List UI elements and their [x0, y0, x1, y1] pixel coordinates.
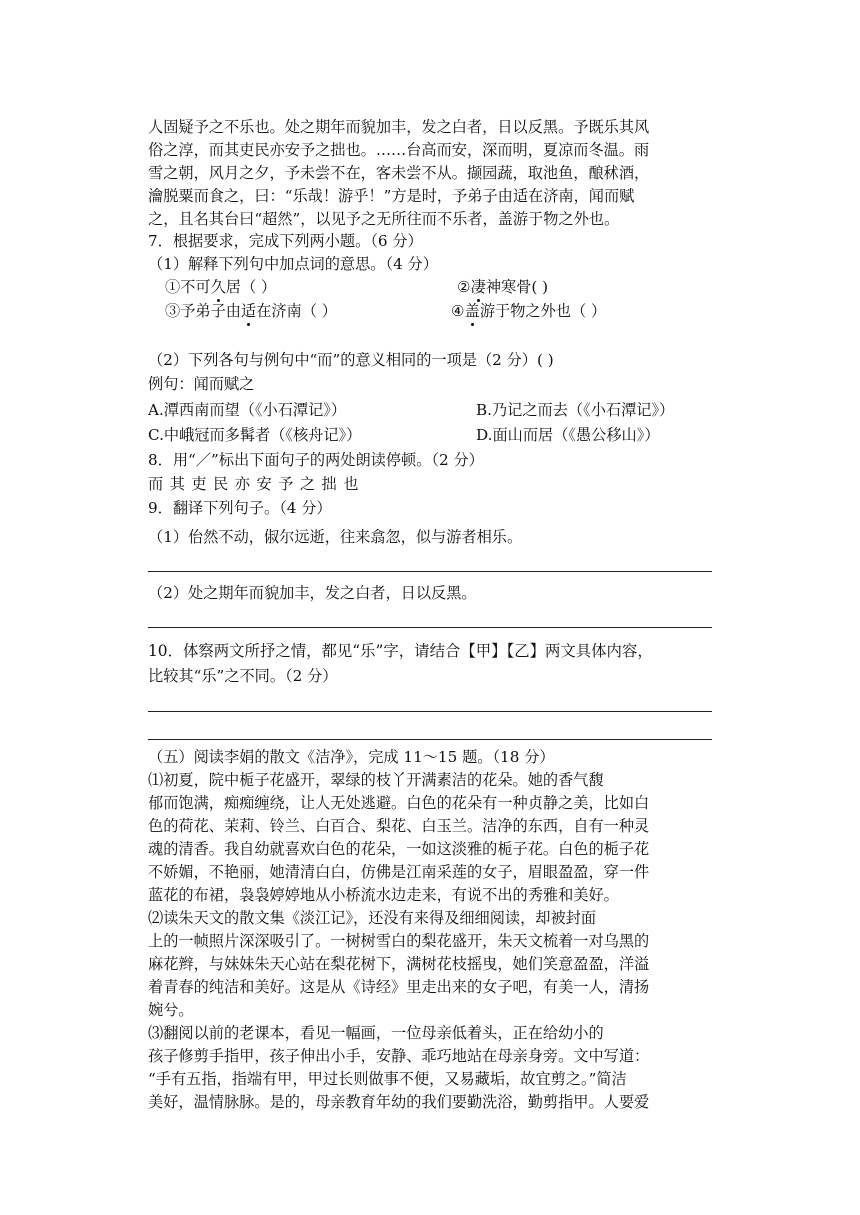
- paragraph-line: 郁而饱满，痴痴缠绕，让人无处逃避。白色的花朵有一种贞静之美，比如白: [148, 794, 650, 812]
- paragraph-line: 着青春的纯洁和美好。这是从《诗经》里走出来的女子吧，有美一人，清扬: [148, 978, 650, 996]
- paragraph-line: 上的一帧照片深深吸引了。一树树雪白的梨花盛开，朱天文梳着一对乌黑的: [148, 932, 650, 950]
- passage-line: 之，且名其台曰“超然”，以见予之无所往而不乐者，盖游于物之外也。: [148, 210, 620, 228]
- paragraph-line: 魂的清香。我自幼就喜欢白色的花朵，一如这淡雅的栀子花。白色的栀子花: [148, 840, 650, 858]
- dotted-word: 久: [210, 278, 226, 296]
- dotted-word: 盖: [464, 302, 480, 320]
- question-7-item-1: [165, 277, 276, 297]
- option-d: D.面山而居（《愚公移山》）: [476, 426, 660, 444]
- paragraph-line: 不娇媚，不艳丽，她清清白白，仿佛是江南采莲的女子，眉眼盈盈，穿一件: [148, 863, 650, 881]
- question-7-title: 7．根据要求，完成下列两小题。（6 分）: [148, 232, 423, 250]
- item-text: 在济南（ ）: [256, 302, 337, 320]
- example-sentence: 例句：闻而赋之: [148, 375, 255, 393]
- passage-line: 俗之淳，而其吏民亦安予之拙也。……台高而安，深而明，夏凉而冬温。雨: [148, 141, 650, 159]
- answer-line: [148, 711, 712, 712]
- question-9-title: 9．翻译下列句子。（4 分）: [148, 499, 332, 517]
- option-c: C.中峨冠而多髯者（《核舟记》）: [148, 426, 362, 444]
- item-text: 游于物之外也（ ）: [479, 302, 607, 320]
- paragraph-line: 婉兮。: [148, 1001, 194, 1019]
- passage-line: 瀹脱粟而食之，曰：“乐哉！游乎！”方是时，予弟子由适在济南，闻而赋: [148, 187, 635, 205]
- item-text: ④: [451, 302, 465, 320]
- question-10-line: 比较其“乐”之不同。（2 分）: [148, 667, 338, 685]
- paragraph-line: ⑵读朱天文的散文集《淡江记》，还没有来得及细细阅读，却被封面: [148, 909, 597, 927]
- paragraph-line: 麻花辫，与妹妹朱天心站在梨花树下，满树花枝摇曳，她们笑意盈盈，洋溢: [148, 955, 650, 973]
- paragraph-line: 蓝花的布裙，袅袅婷婷地从小桥流水边走来，有说不出的秀雅和美好。: [148, 886, 619, 904]
- passage-line: 雪之朝，风月之夕，予未尝不在，客未尝不从。撷园蔬，取池鱼，酿秫酒，: [148, 164, 650, 182]
- paragraph-line: 孩子修剪手指甲，孩子伸出小手，安静、乖巧地站在母亲身旁。文中写道：: [148, 1047, 650, 1065]
- paragraph-line: “手有五指，指端有甲，甲过长则做事不便，又易藏垢，故宜剪之。”简洁: [148, 1070, 627, 1088]
- answer-line: [148, 571, 712, 572]
- option-a: A.潭西南而望（《小石潭记》）: [148, 401, 347, 419]
- question-7-part1-title: （1）解释下列句中加点词的意思。（4 分）: [148, 255, 438, 273]
- dotted-word: 凄: [470, 278, 486, 296]
- item-text: ①不可: [165, 278, 211, 296]
- option-b: B.乃记之而去（《小石潭记》）: [476, 401, 675, 419]
- item-text: 居（ ）: [225, 278, 277, 296]
- question-7-item-2: [457, 277, 548, 297]
- paragraph-line: 美好，温情脉脉。是的，母亲教育年幼的我们要勤洗浴，勤剪指甲。人要爱: [148, 1093, 650, 1111]
- item-text: ③予弟子由: [165, 302, 241, 320]
- question-8-sentence: 而其吏民亦安予之拙也: [148, 475, 365, 493]
- question-9-sentence-1: （1）佁然不动，俶尔远逝，往来翕忽，似与游者相乐。: [148, 528, 523, 546]
- question-7-part2-title: （2）下列各句与例句中“而”的意义相同的一项是（2 分）( ): [148, 351, 554, 369]
- paragraph-line: 色的荷花、茉莉、铃兰、白百合、梨花、白玉兰。洁净的东西，自有一种灵: [148, 817, 650, 835]
- item-text: ②: [457, 278, 471, 296]
- section-5-title: （五）阅读李娟的散文《洁净》，完成 11～15 题。（18 分）: [148, 748, 555, 766]
- paragraph-line: ⑶翻阅以前的老课本，看见一幅画，一位母亲低着头，正在给幼小的: [148, 1024, 604, 1042]
- answer-line: [148, 739, 712, 740]
- passage-line: 人固疑予之不乐也。处之期年而貌加丰，发之白者，日以反黑。予既乐其风: [148, 118, 650, 136]
- item-text: 神寒骨( ): [485, 278, 549, 296]
- dotted-word: 适: [240, 302, 257, 320]
- question-9-sentence-2: （2）处之期年而貌加丰，发之白者，日以反黑。: [148, 584, 477, 602]
- question-10-line: 10．体察两文所抒之情，都见“乐”字，请结合【甲】【乙】两文具体内容，: [148, 642, 653, 660]
- paragraph-line: ⑴初夏，院中栀子花盛开，翠绿的枝丫开满素洁的花朵。她的香气馥: [148, 771, 604, 789]
- answer-line: [148, 627, 712, 628]
- question-7-item-3: [165, 301, 337, 321]
- question-7-item-4: [451, 301, 606, 321]
- question-8-title: 8．用“／”标出下面句子的两处朗读停顿。（2 分）: [148, 451, 484, 469]
